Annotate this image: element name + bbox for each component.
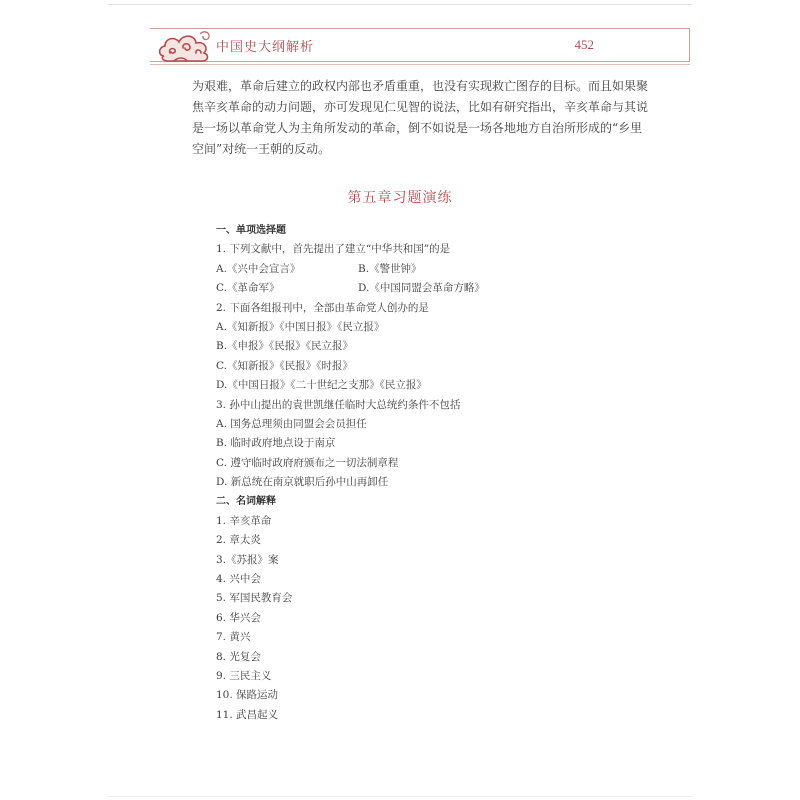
option-d: D.《中国同盟会革命方略》 [358, 282, 485, 295]
term-item: 9. 三民主义 [216, 669, 272, 682]
term-item: 5. 军国民教育会 [216, 592, 293, 605]
term-item: 11. 武昌起义 [216, 708, 279, 721]
term-item: 8. 光复会 [216, 650, 261, 663]
option-c: C. 遵守临时政府府颁布之一切法制章程 [216, 456, 399, 469]
auspicious-cloud-icon [156, 26, 216, 66]
question-1-stem: 1. 下列文献中，首先提出了建立“中华共和国”的是 [216, 243, 451, 256]
page-bottom-rule [108, 796, 692, 797]
term-item: 1. 辛亥革命 [216, 514, 272, 527]
option-c: C.《革命军》 [216, 282, 280, 295]
exercise-list [216, 221, 636, 725]
option-a: A.《兴中会宣言》 [216, 262, 301, 275]
term-item: 4. 兴中会 [216, 573, 261, 586]
question-1-options-ab [216, 260, 636, 279]
intro-line: 是一场以革命党人为主角所发动的革命，倒不如说是一场各地地方自治所形成的“乡里 [192, 121, 643, 135]
question-3-stem: 3. 孙中山提出的袁世凯继任临时大总统约条件不包括 [216, 398, 461, 411]
term-item: 10. 保路运动 [216, 689, 279, 702]
option-b: B.《警世钟》 [358, 262, 422, 275]
term-item: 3.《苏报》案 [216, 553, 279, 566]
term-item: 2. 章太炎 [216, 534, 261, 547]
option-b: B.《申报》《民报》《民立报》 [216, 340, 354, 353]
question-1-options-cd [216, 279, 636, 298]
option-d: D.《中国日报》《二十世纪之支那》《民立报》 [216, 379, 427, 392]
intro-line: 焦辛亥革命的动力问题，亦可发现见仁见智的说法，比如有研究指出，辛亥革命与其说 [192, 100, 649, 114]
intro-line: 空间”对统一王朝的反动。 [192, 142, 331, 156]
option-a: A. 国务总理须由同盟会会员担任 [216, 417, 367, 430]
term-item: 6. 华兴会 [216, 611, 261, 624]
chapter-exercise-title: 第五章习题演练 [347, 190, 453, 206]
section-heading-term-explanation: 二、名词解释 [216, 496, 276, 508]
option-b: B. 临时政府地点设于南京 [216, 437, 336, 450]
running-header [150, 28, 690, 64]
question-2-stem: 2. 下面各组报刊中，全部由革命党人创办的是 [216, 301, 429, 314]
header-title: 中国史大纲解析 [216, 40, 315, 55]
term-item: 7. 黄兴 [216, 631, 251, 644]
option-d: D. 新总统在南京就职后孙中山再卸任 [216, 476, 389, 489]
option-c: C.《知新报》《民报》《时报》 [216, 359, 353, 372]
intro-line: 为艰难，革命后建立的政权内部也矛盾重重，也没有实现救亡图存的目标。而且如果聚 [192, 79, 649, 93]
intro-paragraph [192, 76, 649, 160]
option-a: A.《知新报》《中国日报》《民立报》 [216, 320, 385, 333]
section-heading-multiple-choice: 一、单项选择题 [216, 225, 286, 236]
page-number: 452 [574, 37, 594, 52]
page-top-rule [108, 4, 692, 5]
header-underline [150, 64, 690, 65]
